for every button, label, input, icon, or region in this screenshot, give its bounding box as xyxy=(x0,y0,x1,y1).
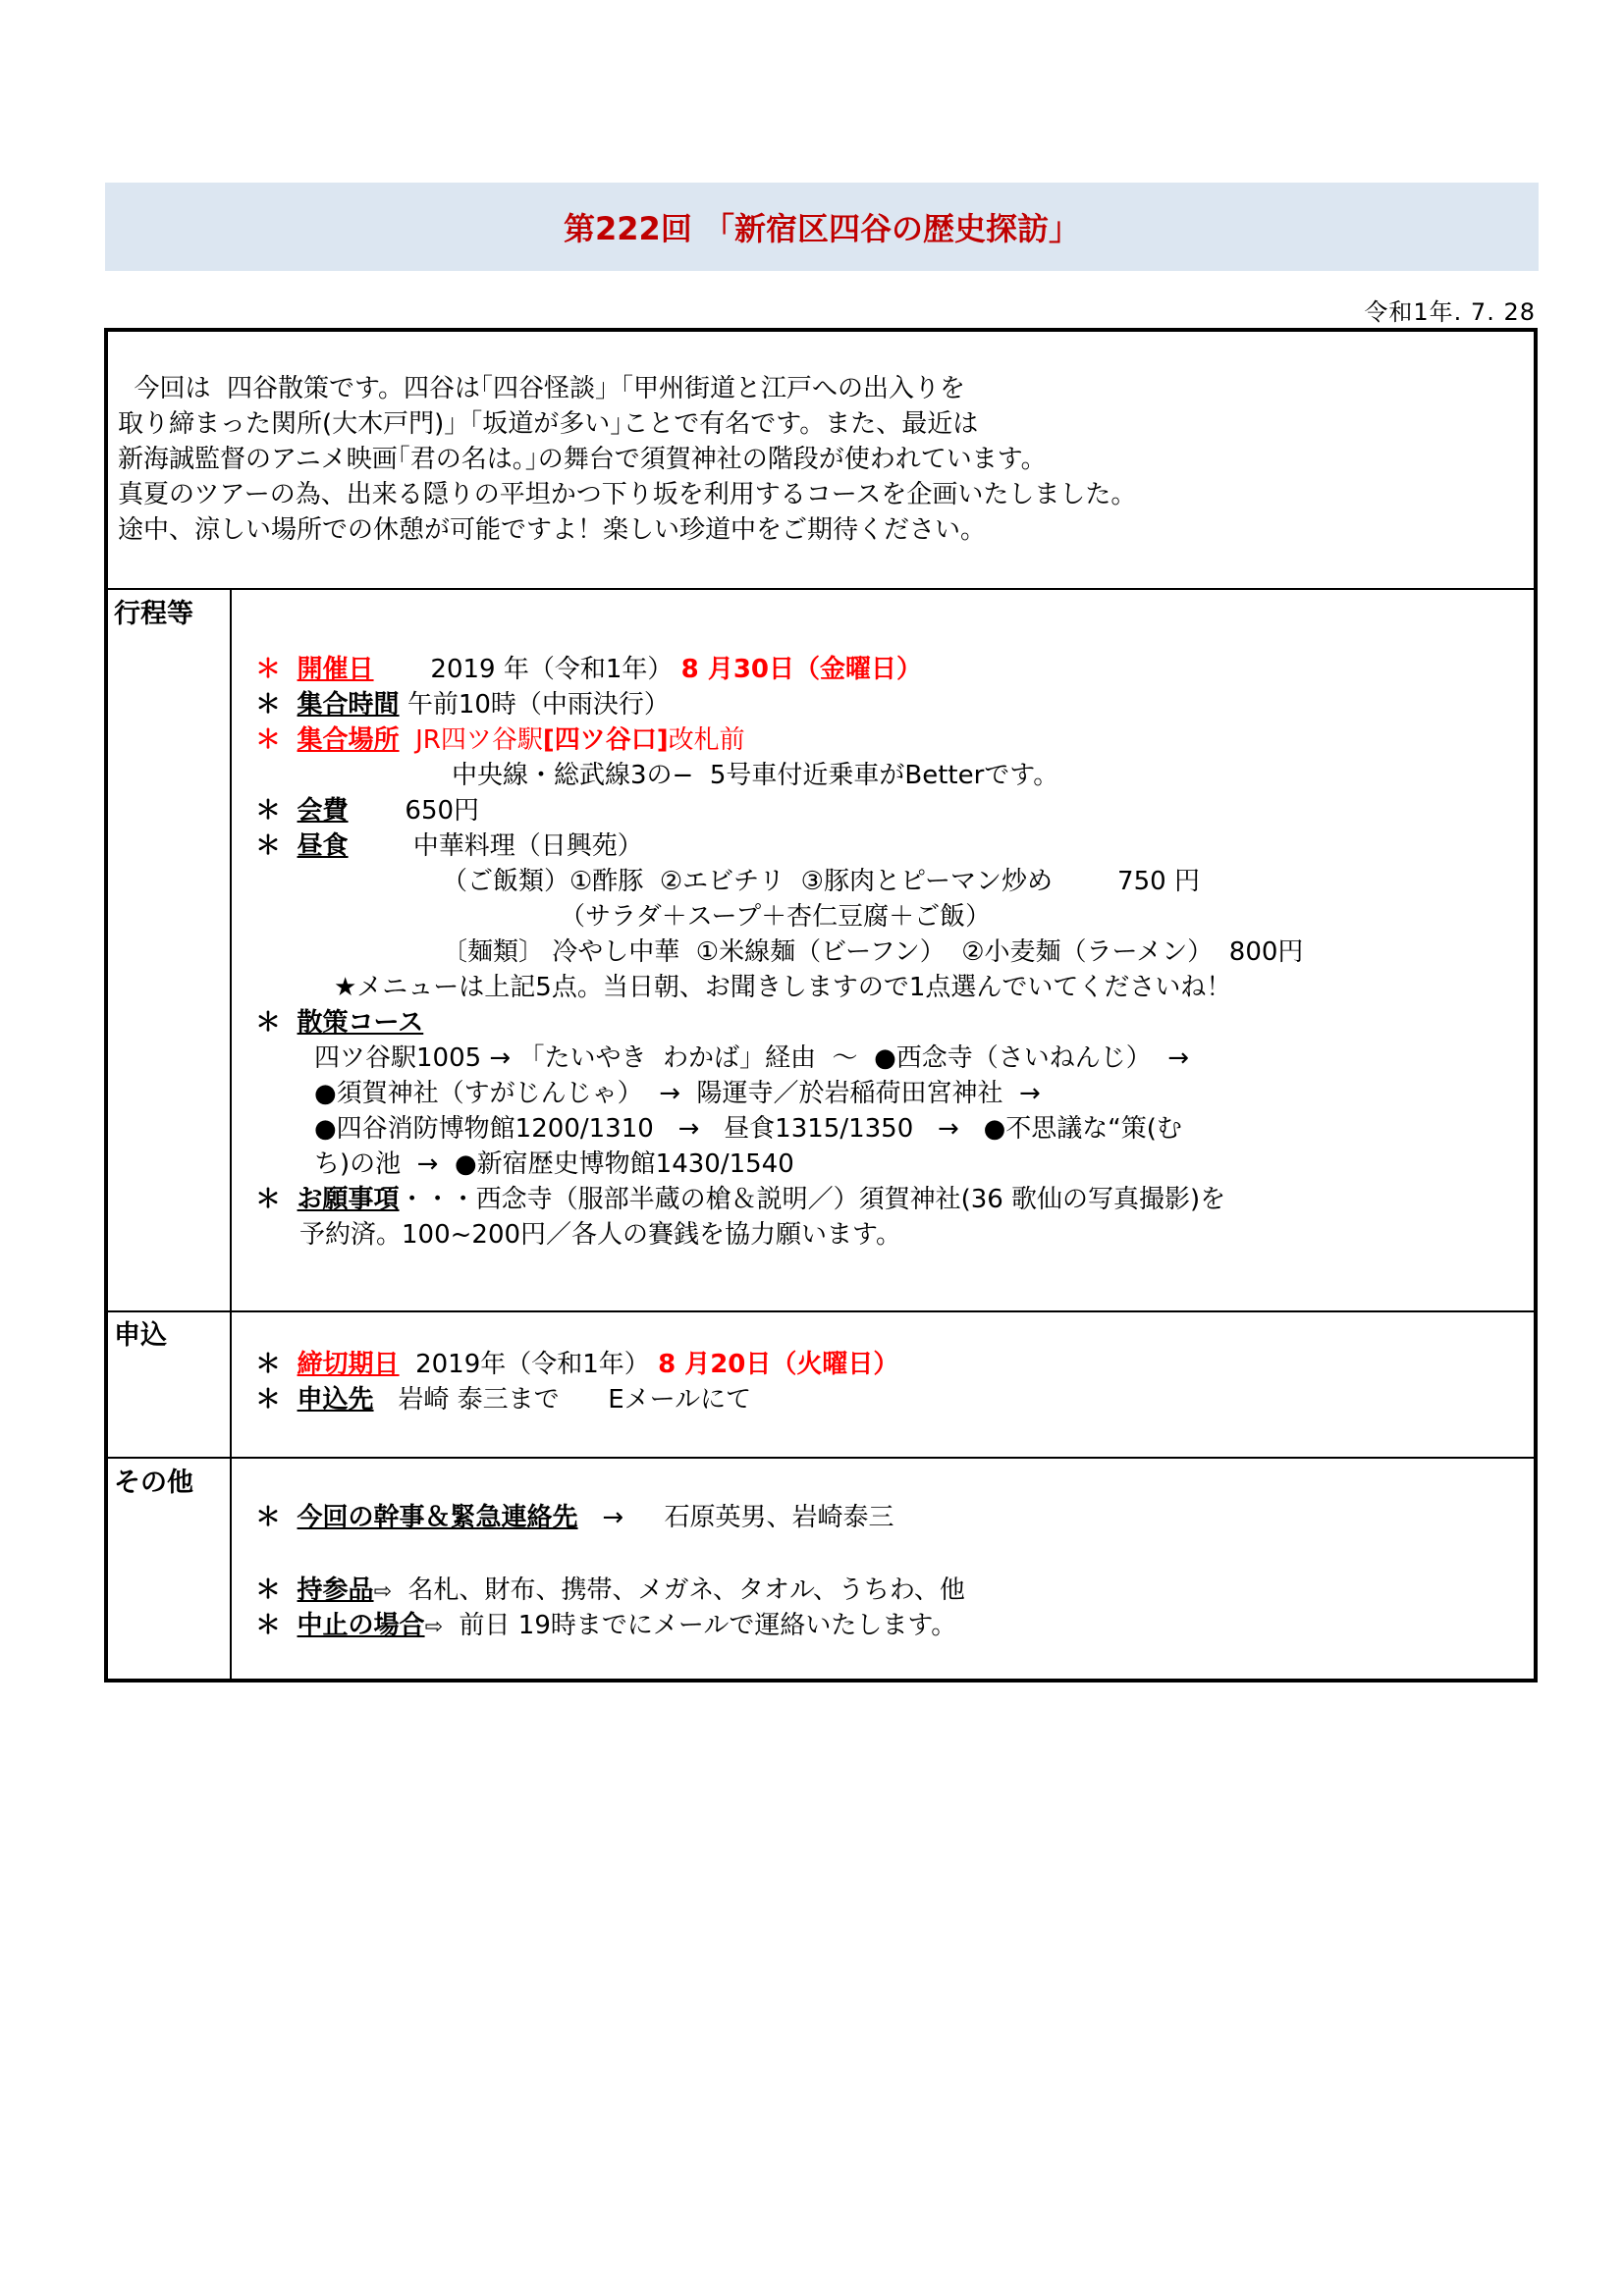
intro-paragraph xyxy=(118,371,1136,548)
apply-to-row xyxy=(255,1382,898,1417)
course-line: 四ツ谷駅1005 → 「たいやき わかば」経由 〜 ●西念寺（さいねんじ） → xyxy=(314,1043,1190,1073)
other-body xyxy=(255,1500,965,1643)
items-row xyxy=(255,1573,965,1608)
section-label-other: その他 xyxy=(114,1468,193,1498)
itinerary-date-row xyxy=(255,652,1303,687)
page-title: 第222回 「新宿区四谷の歴史探訪」 xyxy=(564,210,1080,247)
bullet-star: ＊ xyxy=(255,1185,282,1214)
bullet-star: ＊ xyxy=(255,1611,282,1640)
course-line: ●四谷消防博物館1200/1310 → 昼食1315/1350 → ●不思議な“策(む xyxy=(314,1114,1182,1144)
gather-place-note: 中央線・総武線3の− 5号車付近乗車がBetterです。 xyxy=(452,761,1059,790)
deadline-label: 締切期日 xyxy=(297,1350,400,1379)
bullet-star: ＊ xyxy=(255,796,282,826)
bullet-star: ＊ xyxy=(255,725,282,755)
bullet-star: ＊ xyxy=(255,655,282,684)
section-label-itinerary: 行程等 xyxy=(114,599,193,629)
intro-line: 取り締まった関所(大木戸門)」「坂道が多い｣ことで有名です。また、最近は xyxy=(118,409,979,439)
intro-line: 真夏のツアーの為、出来る隠りの平坦かつ下り坂を利用するコースを企画いたしました。 xyxy=(118,480,1137,509)
arrow-box-icon: ⇨ xyxy=(373,1579,392,1604)
fee-label: 会費 xyxy=(297,796,349,826)
course-line: ●須賀神社（すがじんじゃ） → 陽運寺／於岩稲荷田宮神社 → xyxy=(314,1079,1041,1108)
gather-time-row xyxy=(255,687,1303,722)
gather-time-label: 集合時間 xyxy=(297,690,400,720)
divider xyxy=(108,588,1534,590)
lunch-rice-menu: （ご飯類）①酢豚 ②エビチリ ③豚肉とピーマン炒め 750 円 xyxy=(442,867,1200,896)
lunch-noodle-menu: 〔麺類〕 冷やし中華 ①米線麺（ビーフン） ②小麦麺（ラーメン） 800円 xyxy=(442,937,1304,967)
course-label: 散策コース xyxy=(297,1008,424,1038)
deadline-value-highlight: 8 月20日（火曜日） xyxy=(658,1350,899,1379)
gather-place-exit: [四ツ谷口] xyxy=(542,725,669,755)
contact-row xyxy=(255,1500,965,1535)
deadline-value: 2019年（令和1年） xyxy=(415,1350,650,1379)
gather-time-value: 午前10時（中雨決行） xyxy=(406,690,670,720)
document-frame xyxy=(104,328,1538,1682)
spacer xyxy=(255,1535,965,1573)
bullet-star: ＊ xyxy=(255,1008,282,1038)
lunch-label: 昼食 xyxy=(297,831,349,861)
request-row xyxy=(255,1182,1303,1217)
arrow-box-icon: ⇨ xyxy=(424,1615,443,1639)
lunch-value: 中華料理（日興苑） xyxy=(412,831,643,861)
course-line: ち)の池 → ●新宿歴史博物館1430/1540 xyxy=(314,1149,794,1179)
lunch-rice-sides: （サラダ＋スープ＋杏仁豆腐＋ご飯） xyxy=(560,902,992,932)
section-label-application: 申込 xyxy=(114,1320,167,1351)
gather-place-row xyxy=(255,722,1303,758)
request-label: お願事項 xyxy=(297,1185,400,1214)
issue-date: 令和1年. 7. 28 xyxy=(1364,298,1536,326)
divider xyxy=(108,1310,1534,1312)
lunch-row xyxy=(255,828,1303,864)
request-value-2: 予約済。100~200円／各人の賽銭を協力願います。 xyxy=(299,1220,901,1250)
fee-row xyxy=(255,793,1303,828)
bullet-star: ＊ xyxy=(255,831,282,861)
bullet-star: ＊ xyxy=(255,690,282,720)
intro-line: 途中、涼しい場所での休憩が可能ですよ！楽しい珍道中をご期待ください。 xyxy=(118,515,987,545)
cancel-label: 中止の場合 xyxy=(297,1611,425,1640)
application-body xyxy=(255,1347,898,1417)
menu-note: ★メニューは上記5点。当日朝、お聞きしますので1点選んでいてくださいね！ xyxy=(334,973,1232,1002)
bullet-star: ＊ xyxy=(255,1385,282,1415)
gather-place-station: JR四ツ谷駅 xyxy=(415,725,543,755)
divider xyxy=(108,1457,1534,1459)
apply-to-value: 岩崎 泰三まで Eメールにて xyxy=(398,1385,752,1415)
bullet-star: ＊ xyxy=(255,1575,282,1605)
gather-place-label: 集合場所 xyxy=(297,725,400,755)
apply-to-label: 申込先 xyxy=(297,1385,374,1415)
gather-place-gate: 改札前 xyxy=(668,725,745,755)
column-divider xyxy=(230,588,232,1682)
request-value: ・・・西念寺（服部半蔵の槍＆説明／）須賀神社(36 歌仙の写真撮影)を xyxy=(399,1185,1226,1214)
deadline-row xyxy=(255,1347,898,1382)
bullet-star: ＊ xyxy=(255,1350,282,1379)
items-label: 持参品 xyxy=(297,1575,374,1605)
cancel-value: 前日 19時までにメールで運絡いたします。 xyxy=(459,1611,957,1640)
contact-value: → 石原英男、岩崎泰三 xyxy=(602,1503,894,1532)
date-value-highlight: 8 月30日（金曜日） xyxy=(680,655,922,684)
contact-label: 今回の幹事＆緊急連絡先 xyxy=(297,1503,578,1532)
title-banner xyxy=(105,183,1539,271)
intro-line: 新海誠監督のアニメ映画｢君の名は。｣の舞台で須賀神社の階段が使われています。 xyxy=(118,445,1047,474)
intro-line: 今回は 四谷散策です。四谷は｢四谷怪談」「甲州街道と江戸への出入りを xyxy=(118,374,965,403)
fee-value: 650円 xyxy=(405,796,480,826)
cancel-row xyxy=(255,1608,965,1643)
bullet-star: ＊ xyxy=(255,1503,282,1532)
date-label: 開催日 xyxy=(297,655,374,684)
items-value: 名札、財布、携帯、メガネ、タオル、うちわ、他 xyxy=(407,1575,965,1605)
itinerary-body xyxy=(255,652,1303,1253)
date-value: 2019 年（令和1年） xyxy=(430,655,674,684)
course-row xyxy=(255,1005,1303,1041)
